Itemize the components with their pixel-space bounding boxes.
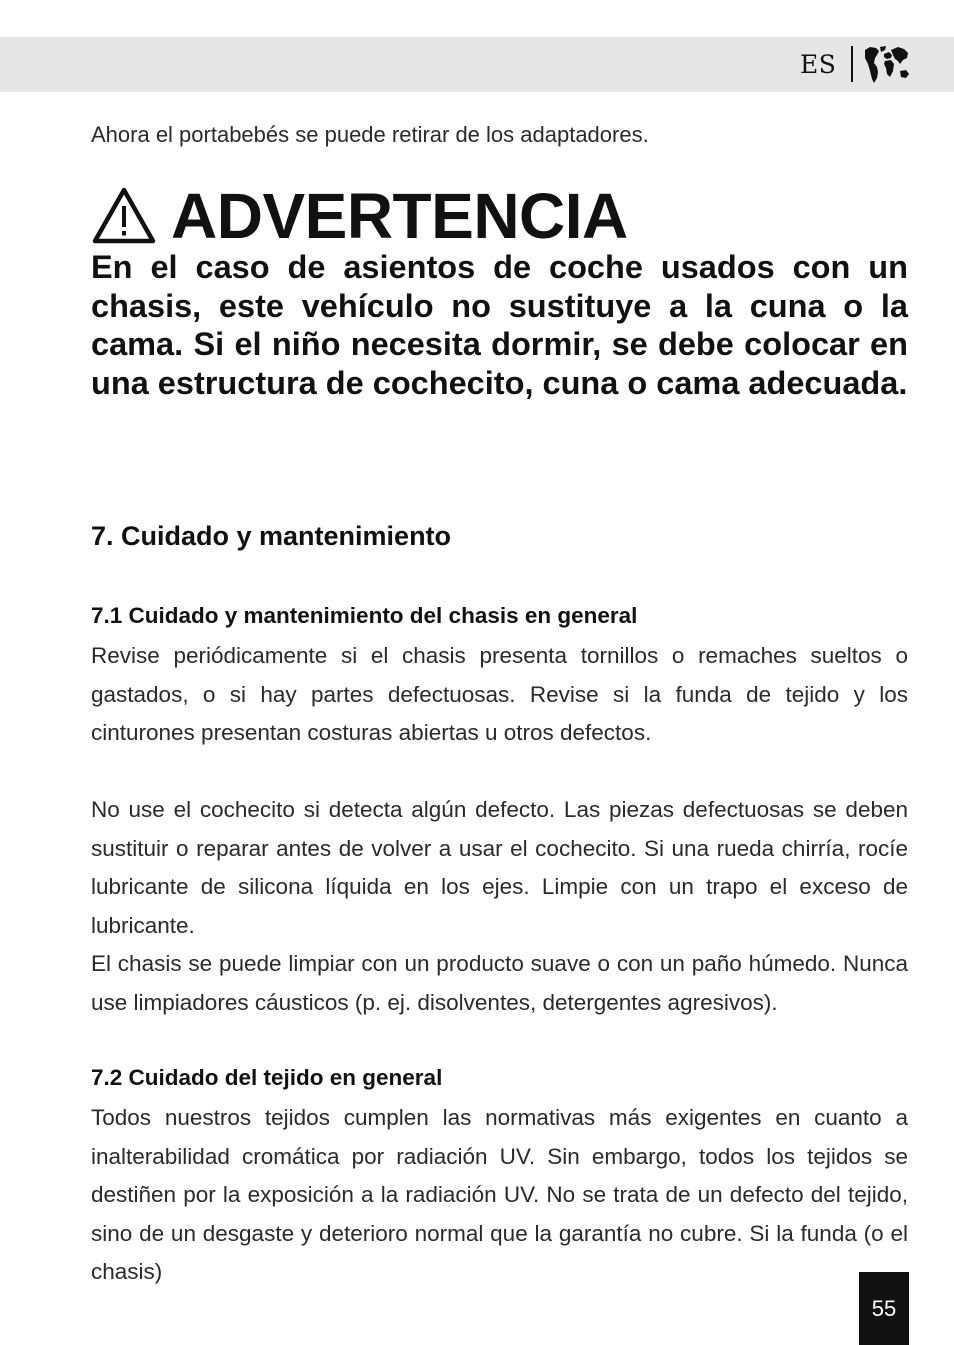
paragraph-chassis-cleaning: El chasis se puede limpiar con un producto suave o con un paño húmedo. Nunca use limpiadores cáusticos (p. ej. disolventes, detergentes agresivos). [91, 951, 908, 1015]
language-divider [851, 46, 853, 82]
paragraph-chassis-inspection: Revise periódicamente si el chasis presenta tornillos o remaches sueltos o gastados, o si hay partes defectuosas. Revise si la funda de tejido y los cinturones presentan costuras abiertas u otros defectos. [91, 643, 908, 745]
section-title: 7. Cuidado y mantenimiento [91, 521, 452, 551]
warning-title: ADVERTENCIA [171, 180, 628, 252]
warning-triangle-icon [91, 186, 157, 246]
subsection-title-fabric-care: 7.2 Cuidado del tejido en general [91, 1065, 443, 1090]
intro-text: Ahora el portabebés se puede retirar de los adaptadores. [91, 122, 649, 147]
warning-body: En el caso de asientos de coche usados con un chasis, este vehículo no sustituye a la cuna o la cama. Si el niño necesita dormir, se debe colocar en una estructura de cochecito, cuna o cama adecuada. [91, 249, 908, 401]
page-number-box [859, 1272, 909, 1345]
world-map-icon [862, 44, 910, 86]
warning-heading [91, 180, 628, 252]
subsection-title-chassis-care: 7.1 Cuidado y mantenimiento del chasis en general [91, 603, 638, 628]
page-number: 55 [871, 1295, 897, 1321]
paragraph-defects: No use el cochecito si detecta algún defecto. Las piezas defectuosas se deben sustituir o reparar antes de volver a usar el cochecito. Si una rueda chirría, rocíe lubricante de silicona líquida en los ejes. Limpie con un trapo el exceso de lubricante. [91, 797, 908, 938]
paragraph-fabric-uv: Todos nuestros tejidos cumplen las normativas más exigentes en cuanto a inalterabilidad cromática por radiación UV. Sin embargo, todos los tejidos se destiñen por la exposición a la radiación UV. No se trata de un defecto del tejido, sino de un desgaste y deterioro normal que la garantía no cubre. Si la funda (o el chasis) [91, 1105, 908, 1284]
language-code: ES [800, 50, 837, 79]
